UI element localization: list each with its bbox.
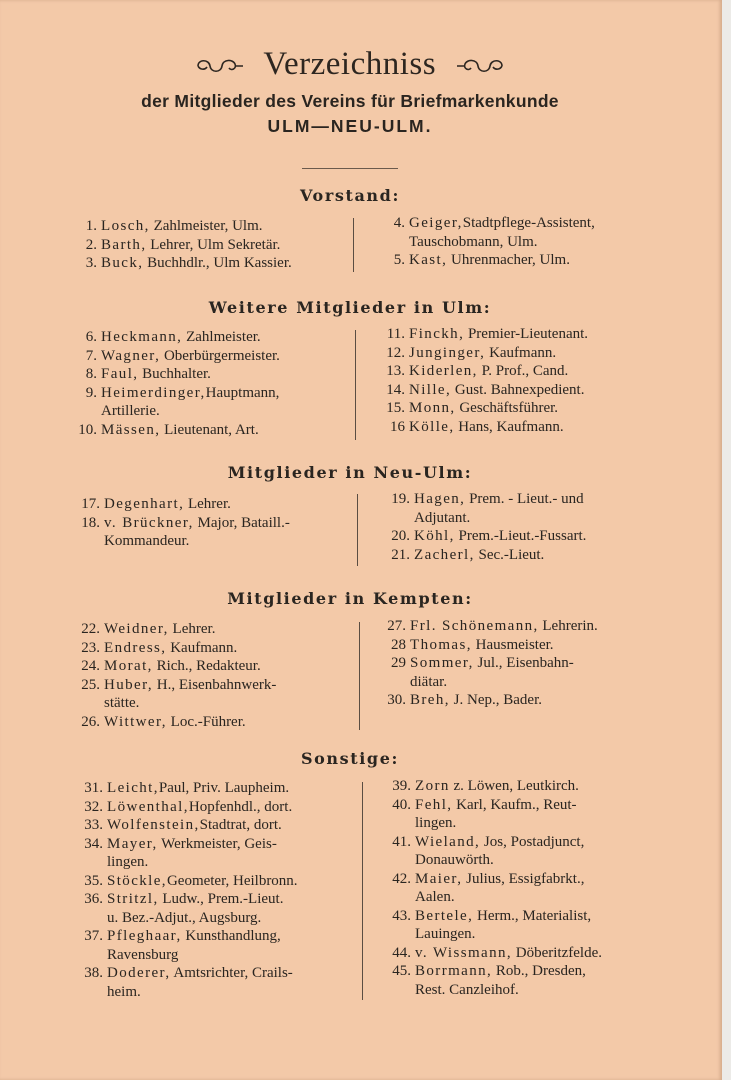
list-item: 30. Breh, J. Nep., Bader.: [387, 692, 542, 708]
list-item: 35. Stöckle,Geometer, Heilbronn.: [84, 872, 298, 889]
vorstand-right-column: [383, 214, 595, 270]
left-ornament-icon: [195, 56, 245, 76]
list-item: 15. Monn, Geschäftsführer.: [386, 400, 559, 416]
list-item: 40. Fehl, Karl, Kaufm., Reut- lingen.: [392, 796, 577, 831]
list-item: 42. Maier, Julius, Essigfabrkt., Aalen.: [392, 870, 585, 905]
list-item: 24. Morat, Rich., Redakteur.: [81, 658, 261, 674]
list-item: 23. Endress, Kaufmann.: [81, 639, 238, 656]
sonstige-left-column: [75, 779, 298, 1001]
list-item: 38. Doderer, Amtsrichter, Crails- heim.: [84, 965, 293, 1000]
list-item: 28 Thomas, Hausmeister.: [391, 636, 554, 653]
list-item: 41. Wieland, Jos, Postadjunct, Donauwörth.: [392, 833, 585, 868]
list-item: 29 Sommer, Jul., Eisenbahn- diätar.: [391, 655, 574, 690]
list-item: 9. Heimerdinger,Hauptmann, Artillerie.: [85, 384, 280, 419]
section-heading-kempten: Mitglieder in Kempten:: [227, 589, 473, 608]
kempten-left-column: [72, 620, 276, 731]
list-item: 10. Mässen, Lieutenant, Art.: [78, 421, 259, 438]
list-item: 39. Zorn z. Löwen, Leutkirch.: [392, 778, 579, 794]
header: [0, 44, 700, 137]
column-divider: [357, 494, 358, 566]
list-item: 8. Faul, Buchhalter.: [85, 366, 211, 382]
list-item: 21. Zacherl, Sec.-Lieut.: [391, 546, 545, 563]
list-item: 27. Frl. Schönemann, Lehrerin.: [387, 618, 598, 634]
list-item: 25. Huber, H., Eisenbahnwerk- stätte.: [81, 676, 277, 711]
ulm-left-column: [75, 328, 280, 439]
list-item: 33. Wolfenstein,Stadtrat, dort.: [84, 817, 282, 833]
list-item: 13. Kiderlen, P. Prof., Cand.: [386, 363, 569, 379]
document-location: ULM—NEU-ULM.: [267, 116, 433, 136]
list-item: 12. Junginger, Kaufmann.: [386, 344, 557, 361]
list-item: 17. Degenhart, Lehrer.: [81, 496, 231, 512]
list-item: 44. v. Wissmann, Döberitzfelde.: [392, 944, 602, 961]
list-item: 11. Finckh, Premier-Lieutenant.: [386, 326, 589, 342]
list-item: 4. Geiger,Stadtpflege-Assistent, Tauschobmann, Ulm.: [393, 215, 595, 250]
column-divider: [359, 622, 360, 730]
page-edge: [722, 0, 731, 1080]
column-divider: [353, 218, 354, 272]
list-item: 20. Köhl, Prem.-Lieut.-Fussart.: [391, 528, 587, 544]
list-item: 14. Nille, Gust. Bahnexpedient.: [386, 381, 585, 398]
section-heading-neu-ulm: Mitglieder in Neu-Ulm:: [227, 463, 473, 482]
kempten-right-column: [378, 617, 598, 710]
list-item: 18. v. Brückner, Major, Bataill.- Kommandeur.: [81, 514, 290, 549]
section-heading-ulm: Weitere Mitglieder in Ulm:: [208, 298, 492, 317]
ulm-right-column: [377, 325, 588, 436]
list-item: 22. Weidner, Lehrer.: [81, 621, 216, 637]
list-item: 36. Stritzl, Ludw., Prem.-Lieut. u. Bez.-Adjut., Augsburg.: [84, 891, 284, 926]
list-item: 43. Bertele, Herm., Materialist, Lauingen.: [392, 907, 592, 942]
list-item: 19. Hagen, Prem. - Lieut.- und Adjutant.: [391, 491, 584, 526]
list-item: 6. Heckmann, Zahlmeister.: [85, 329, 261, 345]
list-item: 34. Mayer, Werkmeister, Geis- lingen.: [84, 835, 277, 870]
list-item: 2. Barth, Lehrer, Ulm Sekretär.: [85, 236, 281, 253]
list-item: 26. Wittwer, Loc.-Führer.: [81, 713, 246, 730]
list-item: 3. Buck, Buchhdlr., Ulm Kassier.: [85, 255, 292, 271]
section-heading-sonstige: Sonstige:: [300, 749, 399, 768]
list-item: 32. Löwenthal,Hopfenhdl., dort.: [84, 798, 293, 815]
document-title: Verzeichniss: [263, 46, 437, 82]
neu-ulm-left-column: [72, 495, 290, 551]
list-item: 7. Wagner, Oberbürgermeister.: [85, 347, 280, 364]
document-subtitle: der Mitglieder des Vereins für Briefmarkenkunde: [141, 91, 559, 111]
title-line: [0, 44, 700, 84]
vorstand-left-column: [75, 217, 292, 273]
column-divider: [362, 782, 363, 1000]
column-divider: [355, 330, 356, 440]
header-divider: [302, 168, 398, 169]
neu-ulm-right-column: [382, 490, 586, 564]
list-item: 16 Kölle, Hans, Kaufmann.: [390, 418, 564, 435]
right-ornament-icon: [455, 56, 505, 76]
section-heading-vorstand: Vorstand:: [300, 186, 400, 205]
list-item: 37. Pfleghaar, Kunsthandlung, Ravensburg: [84, 928, 281, 963]
list-item: 45. Borrmann, Rob., Dresden, Rest. Canzleihof.: [392, 963, 586, 998]
list-item: 31. Leicht,Paul, Priv. Laupheim.: [84, 780, 290, 796]
list-item: 1. Losch, Zahlmeister, Ulm.: [85, 218, 263, 234]
sonstige-right-column: [383, 777, 602, 999]
list-item: 5. Kast, Uhrenmacher, Ulm.: [393, 252, 570, 268]
